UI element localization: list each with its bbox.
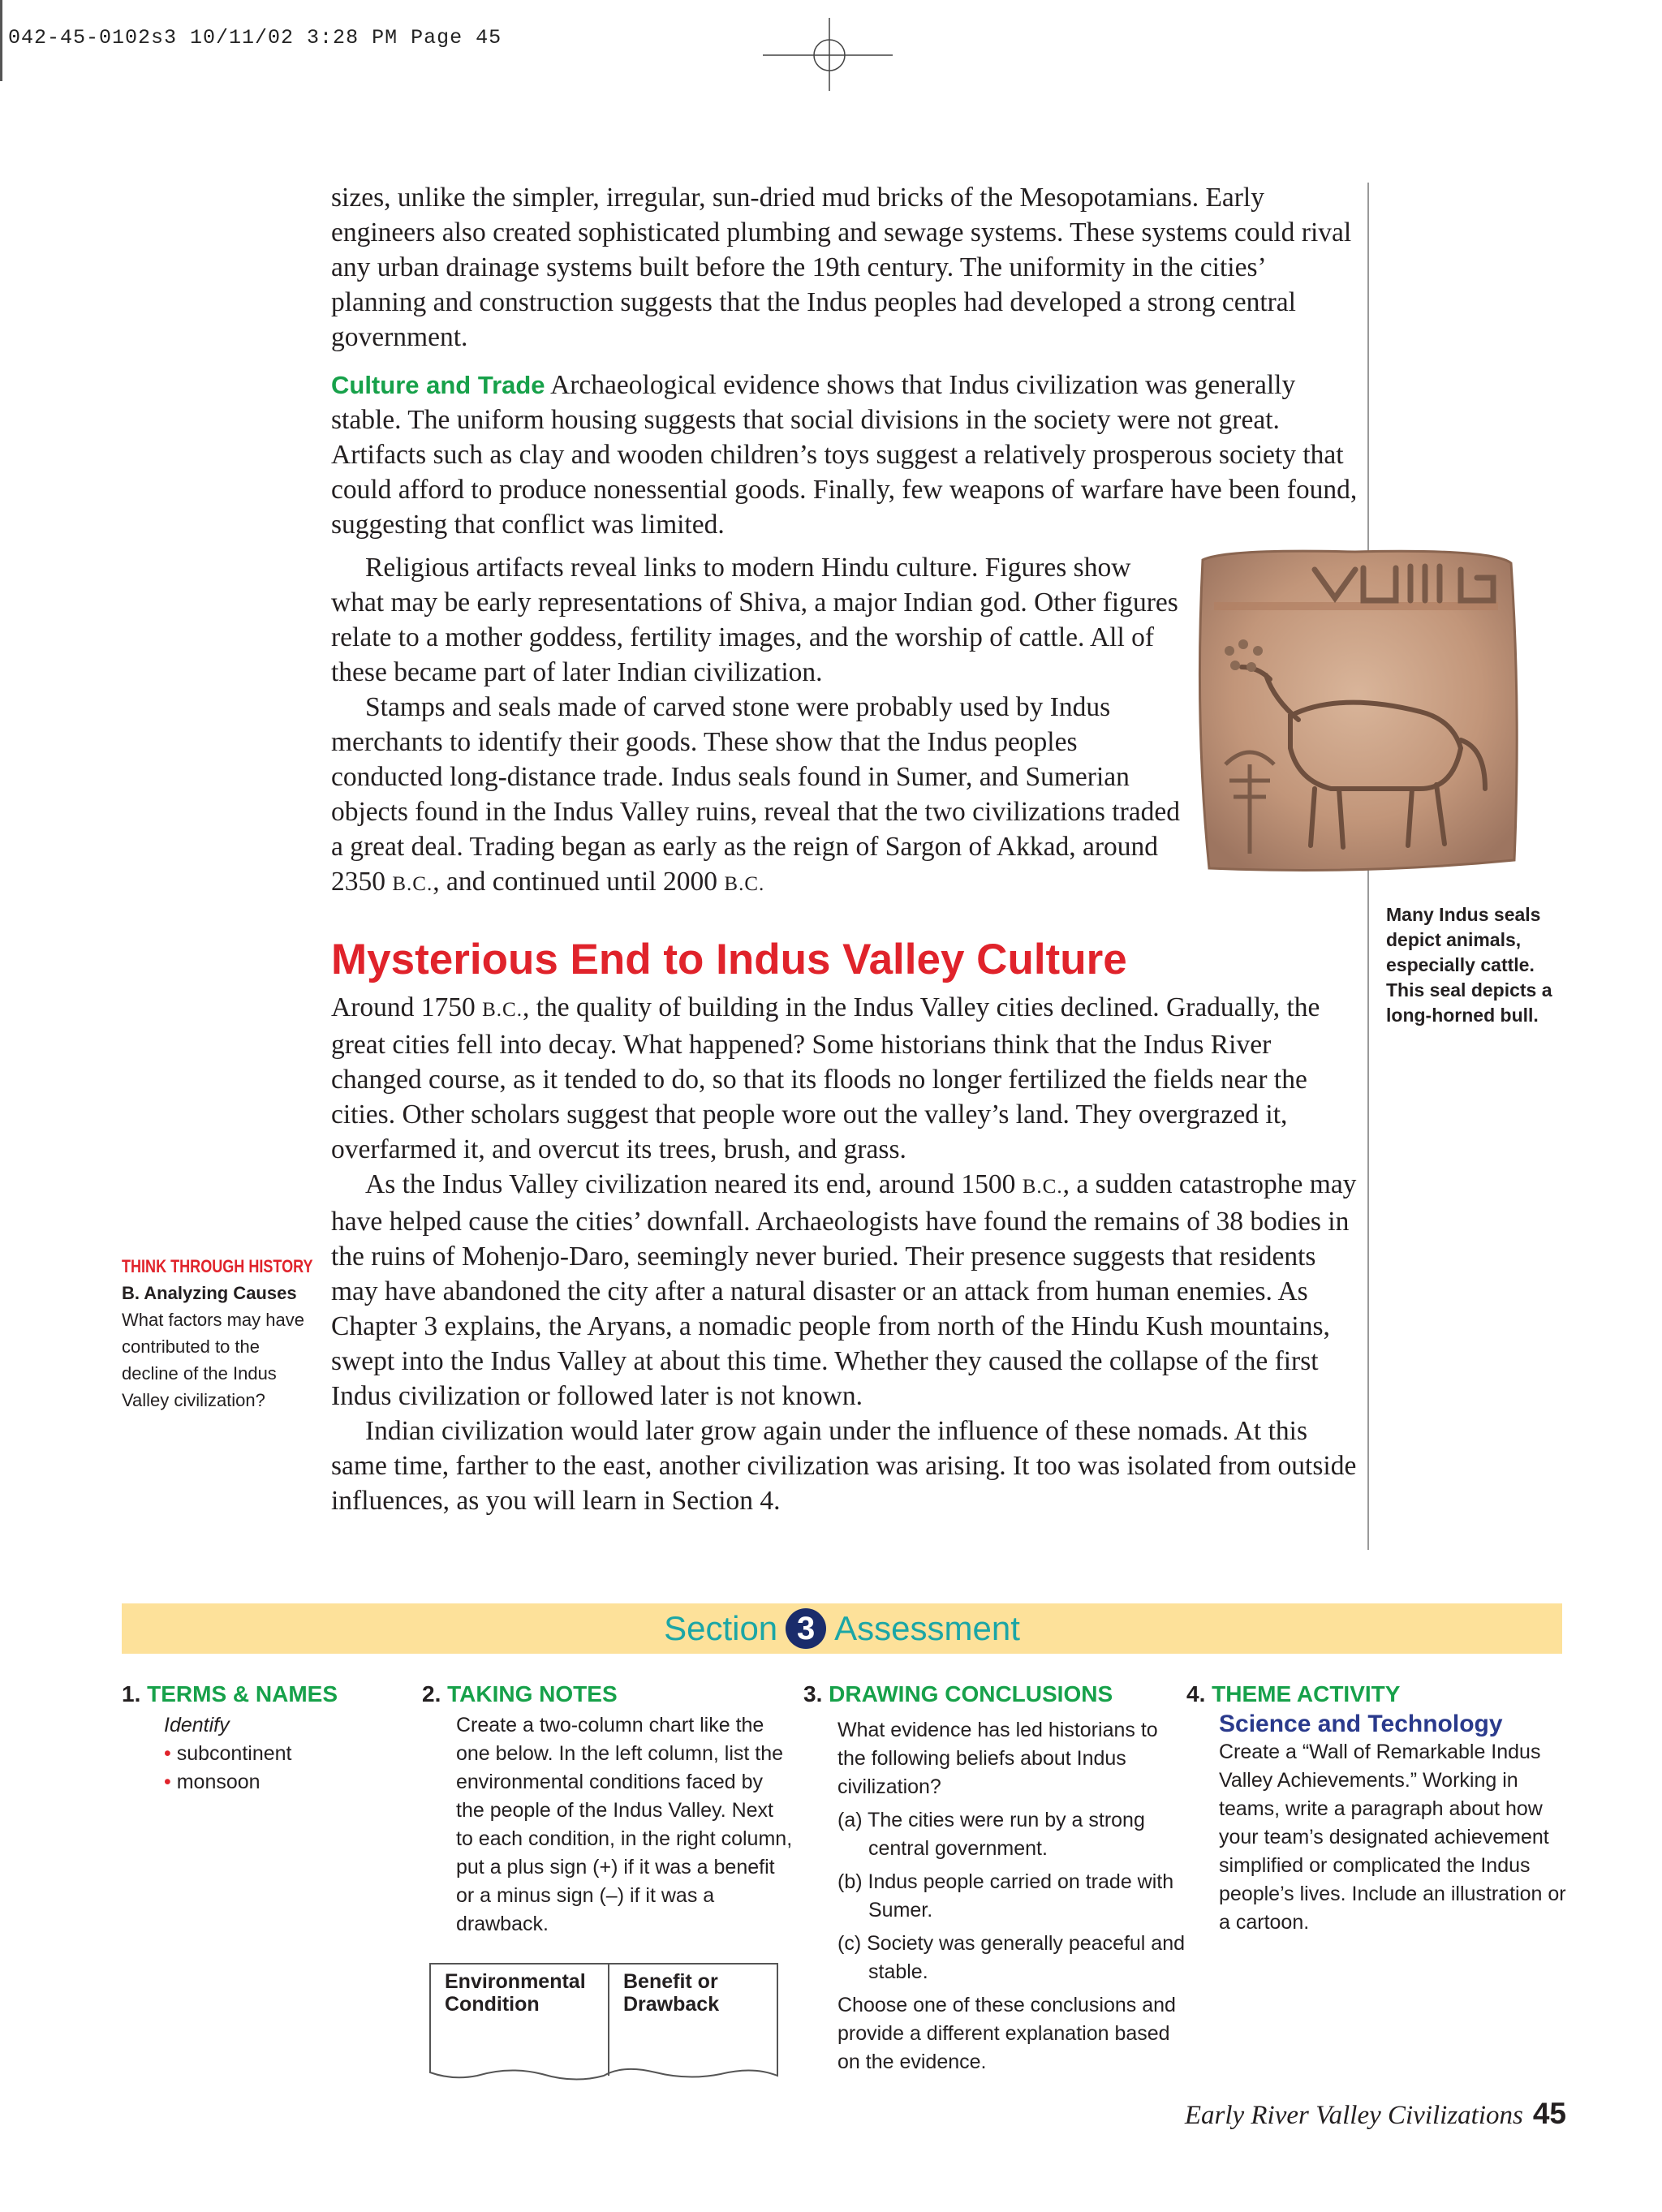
- assessment-title: [122, 1603, 1562, 1654]
- paragraph-top: sizes, unlike the simpler, irregular, sun-dried mud bricks of the Mesopotamians. Early engineers also created sophisticated plumbing and sewage systems. These systems could rival any urban drainage systems built before the 19th century. The uniformity in the cities’ planning and construction suggests that the Indus peoples had developed a strong central government.: [331, 183, 1352, 352]
- question-label: TERMS & NAMES: [147, 1681, 338, 1706]
- term-text: monsoon: [176, 1771, 260, 1793]
- paragraph-religion: Religious artifacts reveal links to modern Hindu culture. Figures show what may be early representations of Shiva, a major Indian god. Other figures relate to a mother goddess, fertility images, and the worship of cattle. All of these became part of later Indian civilization.: [331, 553, 1178, 687]
- indus-seal-bull-image: [1193, 545, 1522, 878]
- term-item: [122, 1740, 414, 1768]
- bc-abbrev: B.C.: [482, 999, 523, 1021]
- term-text: subcontinent: [176, 1742, 292, 1765]
- run-in-head-culture: Culture and Trade: [331, 371, 545, 399]
- paragraph-nomads: Indian civilization would later grow again under the influence of these nomads. At this same time, farther to the east, another civilization was arising. It too was isolated from outside influences, as you will learn in Section 4.: [331, 1416, 1357, 1516]
- question-number: 3.: [803, 1681, 823, 1706]
- question-heading: [1186, 1680, 1576, 1708]
- trade-text-b: , and continued until 2000: [433, 867, 718, 897]
- bc-abbrev: B.C.: [392, 873, 433, 895]
- conclusions-intro: What evidence has led historians to the following beliefs about Indus civilization?: [837, 1719, 1158, 1798]
- registration-mark-icon: [763, 18, 893, 91]
- conclusions-outro: Choose one of these conclusions and provide a different explanation based on the evidence.: [837, 1994, 1176, 2073]
- conclusion-b: (b) Indus people carried on trade with Sumer.: [837, 1870, 1174, 1922]
- question-heading: [122, 1680, 414, 1708]
- crop-rule: [0, 0, 2, 81]
- question-label: DRAWING CONCLUSIONS: [829, 1681, 1113, 1706]
- question-theme-activity: [1186, 1680, 1576, 1937]
- decline-text-a: Around 1750: [331, 992, 476, 1022]
- page-number: 45: [1532, 2097, 1566, 2130]
- section-heading: Mysterious End to Indus Valley Culture: [331, 936, 1127, 983]
- main-column-top: [331, 180, 1358, 542]
- conclusion-a: (a) The cities were run by a strong central government.: [837, 1809, 1145, 1860]
- decline-text-b: , the quality of building in the Indus Valley cities declined. Gradually, the great cities fell into decay. What happened? Some historians think that the Indus River changed course, as it tended to do, so that its floods no longer fertilized the fields near the cities. Other scholars suggest that people wore out the valley’s land. They overgrazed it, overfarmed it, and overcut its trees, brush, and grass.: [331, 992, 1320, 1164]
- section-number-badge: 3: [786, 1608, 826, 1649]
- question-terms-names: [122, 1680, 414, 1797]
- question-number: 2.: [422, 1681, 441, 1706]
- question-label: THEME ACTIVITY: [1212, 1681, 1401, 1706]
- page-footer: [1055, 2097, 1566, 2131]
- paragraph-trade: [331, 690, 1187, 902]
- margin-note-kicker: THINK THROUGH HISTORY: [122, 1256, 313, 1276]
- main-column-bottom: [331, 990, 1358, 1518]
- theme-title: Science and Technology: [1219, 1711, 1503, 1737]
- paragraph-culture-1: [331, 368, 1358, 542]
- question-number: 4.: [1186, 1681, 1206, 1706]
- question-heading: [803, 1680, 1185, 1708]
- identify-label: Identify: [164, 1714, 230, 1736]
- catastrophe-text-a: As the Indus Valley civilization neared its end, around 1500: [365, 1169, 1016, 1199]
- margin-note-question: What factors may have contributed to the decline of the Indus Valley civilization?: [122, 1310, 304, 1410]
- question-taking-notes: [422, 1680, 795, 1939]
- margin-note: [122, 1253, 313, 1414]
- bc-abbrev: B.C.: [724, 873, 765, 895]
- conclusion-c: (c) Society was generally peaceful and stable.: [837, 1932, 1186, 1983]
- culture-text-1: Archaeological evidence shows that Indus civilization was generally stable. The uniform housing suggests that social divisions in the society were not great. Artifacts such as clay and wooden children’s toys suggest a relatively prosperous society that could afford to produce nonessential goods. Finally, few weapons of warfare have been found, suggesting that conflict was limited.: [331, 370, 1358, 540]
- main-column-middle: [331, 550, 1187, 902]
- notes-chart-col1: Environmental Condition: [445, 1970, 586, 2016]
- question-number: 1.: [122, 1681, 141, 1706]
- question-drawing-conclusions: [803, 1680, 1185, 2076]
- image-caption: Many Indus seals depict animals, especially cattle. This seal depicts a long-horned bull.: [1386, 904, 1552, 1026]
- margin-note-label: B. Analyzing Causes: [122, 1283, 297, 1303]
- bullet-icon: •: [164, 1742, 171, 1765]
- assessment-title-right: Assessment: [834, 1609, 1020, 1647]
- paragraph-catastrophe: [331, 1167, 1358, 1414]
- chapter-title: Early River Valley Civilizations: [1184, 2101, 1523, 2130]
- trade-text-a: Stamps and seals made of carved stone were probably used by Indus merchants to identify their goods. These show that the Indus peoples conducted long-distance trade. Indus seals found in Sumer, and Sumerian objects found in the Indus Valley ruins, reveal that the two civilizations traded a great deal. Trading began as early as the reign of Sargon of Akkad, around 2350: [331, 692, 1180, 897]
- assessment-title-left: Section: [664, 1609, 778, 1647]
- notes-chart-col2: Benefit or Drawback: [623, 1970, 720, 2016]
- question-heading: [422, 1680, 795, 1708]
- slug-line: 042-45-0102s3 10/11/02 3:28 PM Page 45: [8, 26, 502, 49]
- theme-activity-text: Create a “Wall of Remarkable Indus Valley Achievements.” Working in teams, write a paragraph about how your team’s designated achievement simplified or complicated the Indus people’s lives. Include an illustration or a cartoon.: [1219, 1741, 1566, 1934]
- paragraph-decline: [331, 990, 1358, 1167]
- taking-notes-text: Create a two-column chart like the one below. In the left column, list the environmental conditions faced by the people of the Indus Valley. Next to each condition, in the right column, put a plus sign (+) if it was a benefit or a minus sign (–) if it was a drawback.: [456, 1714, 793, 1935]
- bc-abbrev: B.C.: [1022, 1176, 1063, 1198]
- term-item: [122, 1768, 414, 1797]
- catastrophe-text-b: , a sudden catastrophe may have helped cause the cities’ downfall. Archaeologists have found the remains of 38 bodies in the ruins of Mohenjo-Daro, seemingly never buried. Their presence suggests that residents may have abandoned the city after a natural disaster or an attack from human enemies. As Chapter 3 explains, the Aryans, a nomadic people from north of the Hindu Kush mountains, swept into the Indus Valley at about this time. Whether they caused the collapse of the first Indus civilization or followed later is not known.: [331, 1169, 1357, 1411]
- bullet-icon: •: [164, 1771, 171, 1793]
- question-label: TAKING NOTES: [447, 1681, 618, 1706]
